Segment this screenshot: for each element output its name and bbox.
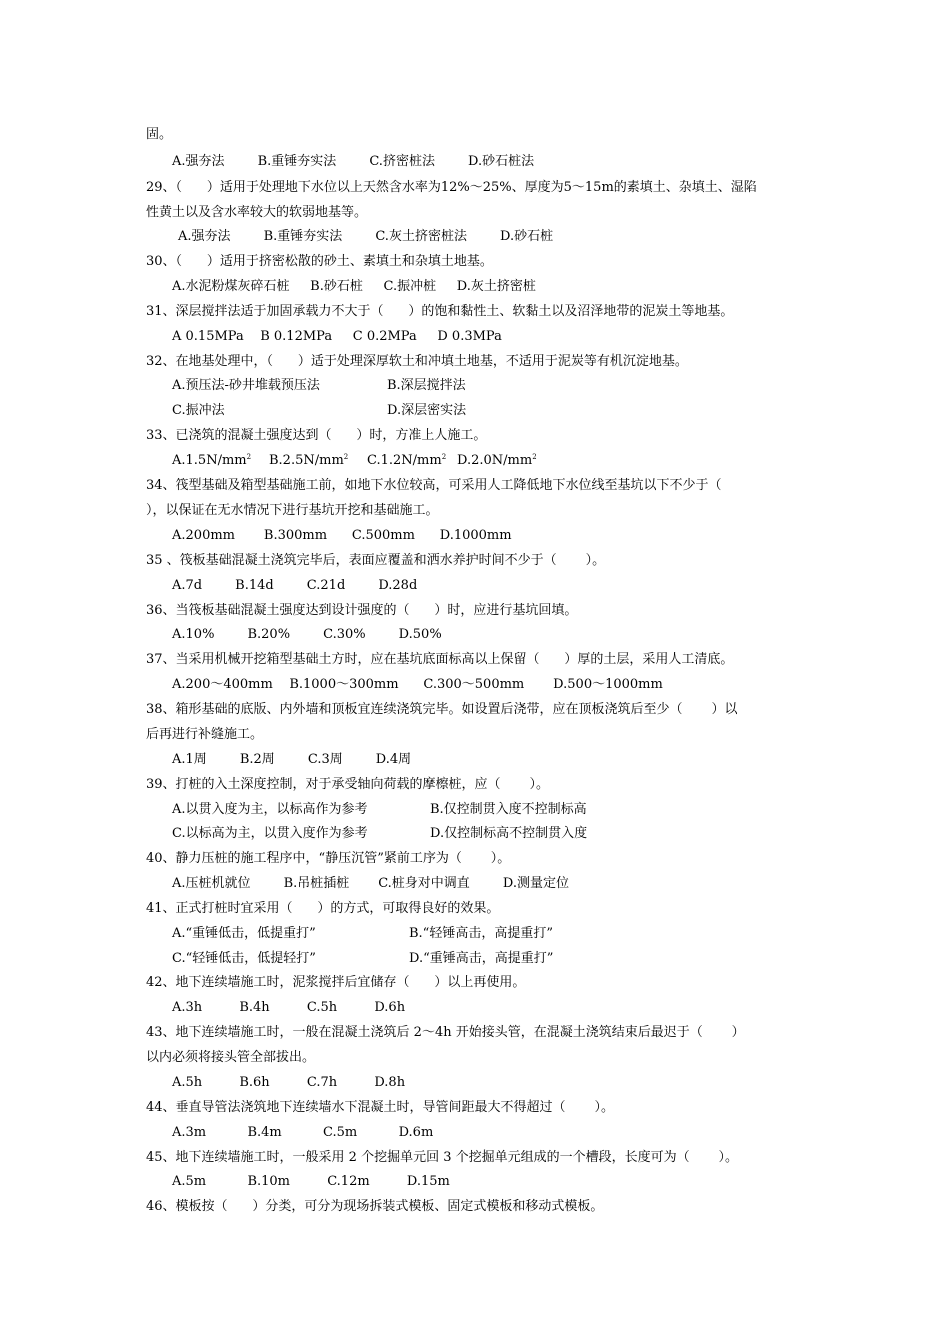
answer-option-d: D.深层密实法 xyxy=(387,403,467,418)
question-42: 42、地下连续墙施工时，泥浆搅拌后宜储存（ ）以上再使用。 xyxy=(146,975,526,990)
superscript: 2 xyxy=(246,453,252,461)
answer-options-37: A.200～400mm B.1000～300mm C.300～500mm D.500～1000mm xyxy=(172,677,663,692)
answer-option-c: C.1.2N/mm xyxy=(367,453,442,468)
question-39: 39、打桩的入土深度控制，对于承受轴向荷载的摩檫桩，应（ ）。 xyxy=(146,777,549,792)
answer-options-29: A.强夯法 B.重锤夯实法 C.灰土挤密桩法 D.砂石桩 xyxy=(178,229,554,244)
answer-option-b: B.仅控制贯入度不控制标高 xyxy=(430,802,587,817)
question-40: 40、静力压桩的施工程序中，“静压沉管”紧前工序为（ ）。 xyxy=(146,851,511,866)
answer-options-28: A.强夯法 B.重锤夯实法 C.挤密桩法 D.砂石桩法 xyxy=(172,154,535,169)
answer-options-45: A.5m B.10m C.12m D.15m xyxy=(172,1174,450,1189)
question-31: 31、深层搅拌法适于加固承载力不大于（ ）的饱和黏性土、软黏土以及沼泽地带的泥炭土等地基。 xyxy=(146,304,734,319)
answer-options-44: A.3m B.4m C.5m D.6m xyxy=(172,1125,434,1140)
question-35: 35 、筏板基础混凝土浇筑完毕后，表面应覆盖和洒水养护时间不少于（ ）。 xyxy=(146,553,606,568)
question-30: 30、（ ）适用于挤密松散的砂土、素填土和杂填土地基。 xyxy=(146,254,493,269)
question-46: 46、模板按（ ）分类，可分为现场拆装式模板、固定式模板和移动式模板。 xyxy=(146,1199,604,1214)
answer-option-c: C.以标高为主，以贯入度作为参考 xyxy=(172,826,368,841)
question-43: 43、地下连续墙施工时，一般在混凝土浇筑后 2～4h 开始接头管，在混凝土浇筑结束后最迟于（ ） xyxy=(146,1025,745,1040)
answer-options-34: A.200mm B.300mm C.500mm D.1000mm xyxy=(172,528,512,543)
answer-options-40: A.压桩机就位 B.吊桩插桩 C.桩身对中调直 D.测量定位 xyxy=(172,876,569,891)
answer-option-a: A.“重锤低击，低提重打” xyxy=(172,926,316,941)
answer-option-b: B.2.5N/mm xyxy=(269,453,344,468)
answer-options-42: A.3h B.4h C.5h D.6h xyxy=(172,1000,406,1015)
answer-option-a: A.预压法-砂井堆载预压法 xyxy=(172,378,320,393)
text-line: 性黄土以及含水率较大的软弱地基等。 xyxy=(146,205,368,220)
question-34: 34、筏型基础及箱型基础施工前，如地下水位较高，可采用人工降低地下水位线至基坑以下不少于（ xyxy=(146,478,722,493)
question-41: 41、正式打桩时宜采用（ ）的方式，可取得良好的效果。 xyxy=(146,901,500,916)
superscript: 2 xyxy=(532,453,537,461)
answer-option-a: A.以贯入度为主，以标高作为参考 xyxy=(172,802,368,817)
question-38: 38、箱形基础的底版、内外墙和顶板宜连续浇筑完毕。如设置后浇带，应在顶板浇筑后至少（ ）以 xyxy=(146,702,738,717)
text-line: 固。 xyxy=(146,127,173,142)
answer-option-d: D.“重锤高击，高提重打” xyxy=(409,951,554,966)
question-44: 44、垂直导管法浇筑地下连续墙水下混凝土时，导管间距最大不得超过（ ）。 xyxy=(146,1100,614,1115)
question-32: 32、在地基处理中，（ ）适于处理深厚软土和冲填土地基，不适用于泥炭等有机沉淀地基。 xyxy=(146,354,688,369)
question-45: 45、地下连续墙施工时，一般采用 2 个挖掘单元回 3 个挖掘单元组成的一个槽段，长度可为（ ）。 xyxy=(146,1150,739,1165)
question-33: 33、已浇筑的混凝土强度达到（ ）时，方准上人施工。 xyxy=(146,428,487,443)
answer-option-c: C.振冲法 xyxy=(172,403,225,418)
answer-options-33 xyxy=(172,453,572,469)
superscript: 2 xyxy=(441,453,447,461)
answer-options-35: A.7d B.14d C.21d D.28d xyxy=(172,578,418,593)
answer-option-c: C.“轻锤低击，低提轻打” xyxy=(172,951,316,966)
answer-option-a: A.1.5N/mm xyxy=(172,453,247,468)
superscript: 2 xyxy=(343,453,349,461)
text-line: 后再进行补缝施工。 xyxy=(146,727,264,742)
question-36: 36、当筏板基础混凝土强度达到设计强度的（ ）时，应进行基坑回填。 xyxy=(146,603,578,618)
text-line: 以内必须将接头管全部拔出。 xyxy=(146,1050,316,1065)
answer-option-b: B.深层搅拌法 xyxy=(387,378,466,393)
answer-option-d: D.仅控制标高不控制贯入度 xyxy=(430,826,588,841)
question-37: 37、当采用机械开挖箱型基础土方时，应在基坑底面标高以上保留（ ）厚的土层，采用人工清底。 xyxy=(146,652,734,667)
answer-options-30: A.水泥粉煤灰碎石桩 B.砂石桩 C.振冲桩 D.灰土挤密桩 xyxy=(172,279,536,294)
answer-option-b: B.“轻锤高击，高提重打” xyxy=(409,926,553,941)
answer-options-31: A 0.15MPa B 0.12MPa C 0.2MPa D 0.3MPa xyxy=(172,329,502,344)
answer-options-43: A.5h B.6h C.7h D.8h xyxy=(172,1075,406,1090)
answer-options-36: A.10% B.20% C.30% D.50% xyxy=(172,627,442,642)
answer-option-d: D.2.0N/mm xyxy=(457,453,533,468)
answer-options-38: A.1周 B.2周 C.3周 D.4周 xyxy=(172,752,412,767)
question-29: 29、（ ）适用于处理地下水位以上天然含水率为12%～25%、厚度为5～15m的素填土、杂填土、湿陷 xyxy=(146,180,757,195)
text-line: ），以保证在无水情况下进行基坑开挖和基础施工。 xyxy=(146,503,439,518)
